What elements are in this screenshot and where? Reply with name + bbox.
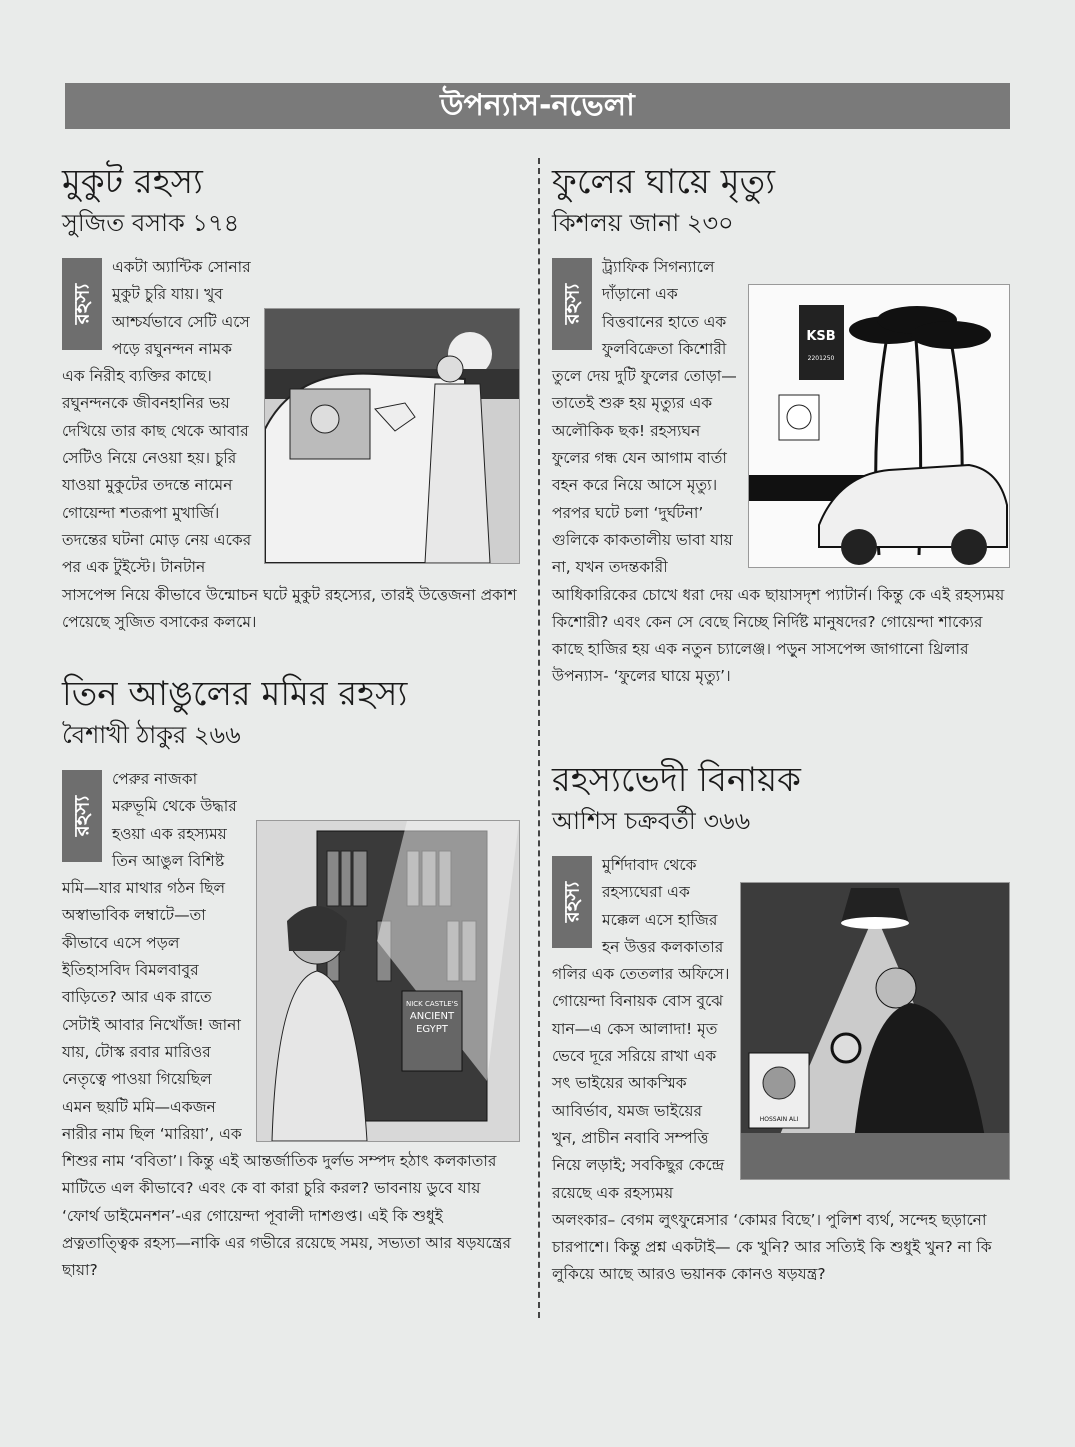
genre-tag: রহস্য bbox=[62, 770, 102, 862]
story-tin-anguler-mamir-rahasya bbox=[62, 672, 520, 1285]
story-blurb: একটা অ্যান্টিক সোনার মুকুট চুরি যায়। খুব আশ্চর্যভাবে সেটি এসে পড়ে রঘুনন্দন নামক এক নিরীহ ব্যক্তির কাছে। রঘুনন্দনকে জীবনহানির ভয় দেখিয়ে তার কাছ থেকে আবার সেটিও নিয়ে নেওয়া হয়। চুরি যাওয়া মুকুটের তদন্তে নামেন গোয়েন্দা শতরূপা মুখার্জি। তদন্তের ঘটনা মোড় নেয় একের পর এক টুইস্টে। টানটান সাসপেন্স নিয়ে কীভাবে উন্মোচন ঘটে মুকুট রহস্যের, তারই উত্তেজনা প্রকাশ পেয়েছে সুজিত বসাকের কলমে। bbox=[62, 258, 517, 631]
story-blurb: মুর্শিদাবাদ থেকে রহস্যঘেরা এক মক্কেল এসে হাজির হন উত্তর কলকাতার গলির এক তেতলার অফিসে। গোয়েন্দা বিনায়ক বোস বুঝে যান—এ কেস আলাদা! মৃত ভেবে দূরে সরিয়ে রাখা এক সৎ ভাইয়ের আকস্মিক আবির্ভাব, যমজ ভাইয়ের খুন, প্রাচীন নবাবি সম্পত্তি নিয়ে লড়াই; সবকিছুর কেন্দ্রে রয়েছে এক রহস্যময় অলংকার– বেগম লুৎফুন্নেসার ‘কোমর বিছে’। পুলিশ ব্যর্থ, সন্দেহ ছড়ানো চারপাশে। কিন্তু প্রশ্ন একটাই— কে খুনি? আর সত্যিই কি শুধুই খুন? না কি লুকিয়ে আছে আরও ভয়ানক কোনও ষড়যন্ত্র? bbox=[552, 856, 992, 1284]
story-author-page: আশিস চক্রবর্তী ৩৬৬ bbox=[552, 807, 751, 835]
svg-text:NICK CASTLE'S: NICK CASTLE'S bbox=[405, 1000, 459, 1008]
svg-text:KSB: KSB bbox=[806, 329, 836, 344]
svg-text:EGYPT: EGYPT bbox=[416, 1024, 448, 1035]
column-divider bbox=[538, 158, 540, 1318]
story-title: ফুলের ঘায়ে মৃত্যু bbox=[552, 162, 775, 202]
illustration-traffic-signal bbox=[748, 284, 1010, 568]
story-title: মুকুট রহস্য bbox=[62, 162, 203, 202]
story-blurb: পেরুর নাজকা মরুভূমি থেকে উদ্ধার হওয়া এক রহস্যময় তিন আঙুল বিশিষ্ট মমি—যার মাথার গঠন ছিল অস্বাভাবিক লম্বাটে—তা কীভাবে এসে পড়ল ইতিহাসবিদ বিমলবাবুর বাড়িতে? আর এক রাতে সেটাই আবার নিখোঁজ! জানা যায়, টোস্ক রবার মারিওর নেতৃত্বে পাওয়া গিয়েছিল এমন ছয়টি মমি—একজন নারীর নাম ছিল ‘মারিয়া’, এক শিশুর নাম ‘ববিতা’। কিন্তু এই আন্তর্জাতিক দুর্লভ সম্পদ হঠাৎ কলকাতার মাটিতে এল কীভাবে? এবং কে বা কারা চুরি করল? ভাবনায় ডুবে যায় ‘ফোর্থ ডাইমেনশন’-এর গোয়েন্দা পূবালী দাশগুপ্ত। এই কি শুধুই প্রত্নতাত্ত্বিক রহস্য—নাকি এর গভীরে রয়েছে সময়, সভ্যতা আর ষড়যন্ত্রের ছায়া? bbox=[62, 770, 512, 1280]
story-author-page: বৈশাখী ঠাকুর ২৬৬ bbox=[62, 721, 241, 749]
story-author-page: কিশলয় জানা ২৩০ bbox=[552, 209, 734, 237]
story-author-page: সুজিত বসাক ১৭৪ bbox=[62, 209, 240, 237]
story-blurb: ট্র্যাফিক সিগন্যালে দাঁড়ানো এক বিত্তবানের হাতে এক ফুলবিক্রেতা কিশোরী তুলে দেয় দুটি ফুলের তোড়া—তাতেই শুরু হয় মৃত্যুর এক অলৌকিক ছক! রহস্যঘন ফুলের গন্ধ যেন আগাম বার্তা বহন করে নিয়ে আসে মৃত্যু। পরপর ঘটে চলা ‘দুর্ঘটনা’ গুলিকে কাকতালীয় ভাবা যায় না, যখন তদন্তকারী আধিকারিকের চোখে ধরা দেয় এক ছায়াসদৃশ প্যাটার্ন। কিন্তু কে এই রহস্যময় কিশোরী? এবং কেন সে বেছে নিচ্ছে নির্দিষ্ট মানুষদের? গোয়েন্দা শাক্যের কাছে হাজির হয় এক নতুন চ্যালেঞ্জ। পড়ুন সাসপেন্স জাগানো থ্রিলার উপন্যাস- ‘ফুলের ঘায়ে মৃত্যু’। bbox=[552, 258, 1005, 686]
story-phuler-ghaye-mrityu bbox=[552, 160, 1010, 691]
illustration-car-exchange bbox=[264, 308, 520, 564]
svg-text:HOSSAIN ALI: HOSSAIN ALI bbox=[759, 1116, 799, 1123]
illustration-girl-bookshelf bbox=[256, 820, 520, 1142]
story-title: তিন আঙুলের মমির রহস্য bbox=[62, 674, 408, 714]
genre-tag: রহস্য bbox=[62, 258, 102, 350]
story-mukut-rahasya bbox=[62, 160, 520, 636]
svg-text:2201250: 2201250 bbox=[807, 355, 835, 362]
section-banner: উপন্যাস-নভেলা bbox=[65, 83, 1010, 129]
genre-tag: রহস্য bbox=[552, 258, 592, 350]
genre-tag: রহস্য bbox=[552, 856, 592, 948]
story-rahasyabhedi-binayak bbox=[552, 758, 1010, 1289]
svg-text:ANCIENT: ANCIENT bbox=[409, 1011, 455, 1022]
story-title: রহস্যভেদী বিনায়ক bbox=[552, 760, 801, 800]
illustration-detective-magnifier bbox=[740, 882, 1010, 1180]
